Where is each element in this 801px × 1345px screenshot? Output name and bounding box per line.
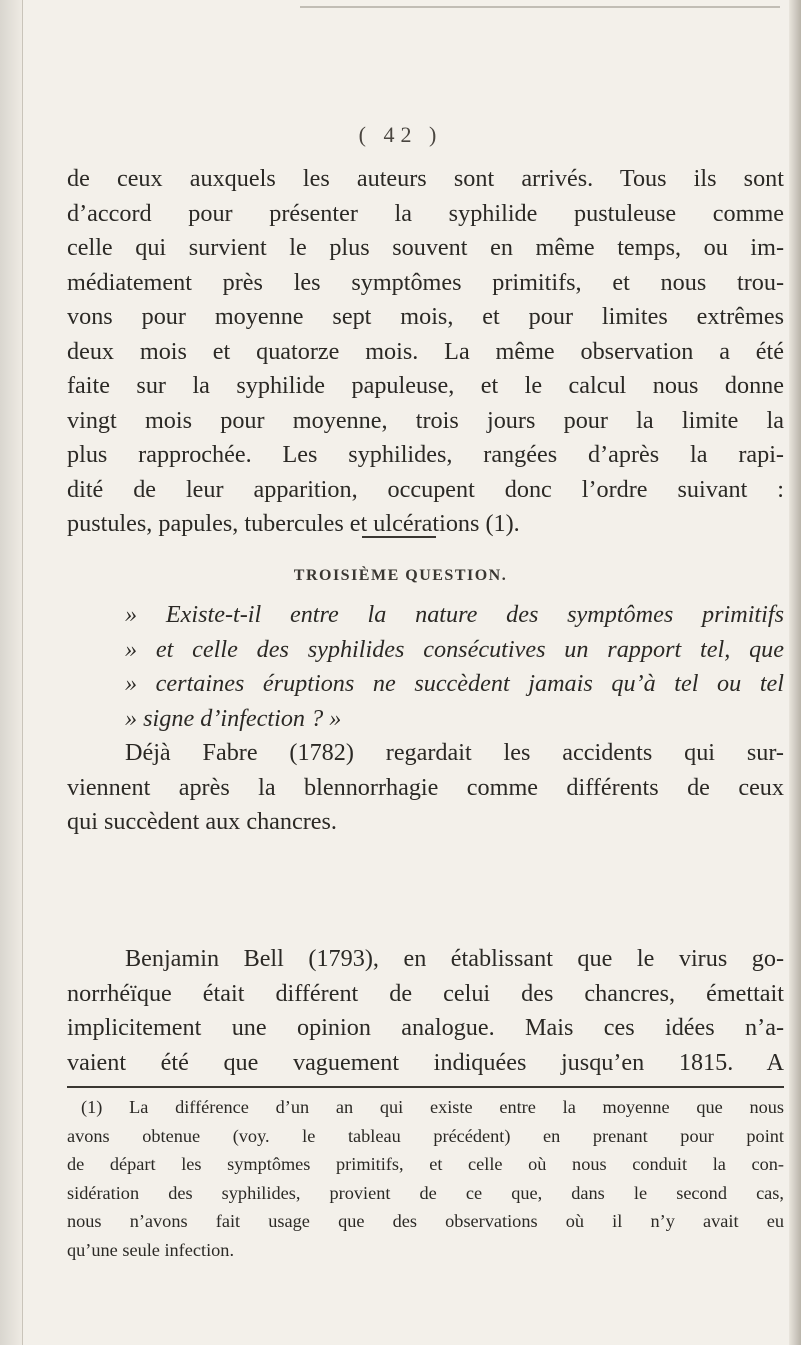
- text-line: Déjà Fabre (1782) regardait les accidents qui sur-: [125, 739, 784, 766]
- text-line: qui succèdent aux chancres.: [67, 808, 337, 835]
- section-heading: TROISIÈME QUESTION.: [293, 567, 508, 584]
- question-line: » certaines éruptions ne succèdent jamais qu’à tel ou tel: [125, 670, 784, 697]
- text-line: de ceux auxquels les auteurs sont arrivés. Tous ils sont: [67, 165, 784, 192]
- paragraph-3: [67, 942, 784, 1080]
- text-line: médiatement près les symptômes primitifs, et nous trou-: [67, 268, 784, 296]
- text-line: Benjamin Bell (1793), en établissant que le virus go-: [125, 945, 784, 972]
- text-line: vaient été que vaguement indiquées jusqu’en 1815. A: [67, 1048, 784, 1076]
- footnote-line: avons obtenue (voy. le tableau précédent) en prenant pour point: [67, 1125, 784, 1146]
- question-line: » et celle des syphilides consécutives un rapport tel, que: [125, 635, 784, 663]
- footnote: [67, 1093, 784, 1264]
- book-gutter: [0, 0, 23, 1345]
- text-line: celle qui survient le plus souvent en même temps, ou im-: [67, 234, 784, 261]
- section-separator: [362, 536, 436, 538]
- text-line: deux mois et quatorze mois. La même observation a été: [67, 337, 784, 365]
- paragraph-1: [67, 162, 784, 542]
- footnote-line: de départ les symptômes primitifs, et celle où nous conduit la con-: [67, 1154, 784, 1174]
- text-line: viennent après la blennorrhagie comme différents de ceux: [67, 773, 784, 801]
- page-number: ( 42 ): [358, 122, 443, 147]
- text-line: pustules, papules, tubercules et ulcérations (1).: [67, 510, 520, 537]
- text-line: norrhéïque était différent de celui des chancres, émettait: [67, 979, 784, 1007]
- text-line: plus rapprochée. Les syphilides, rangées d’après la rapi-: [67, 441, 784, 468]
- footnote-rule: [67, 1086, 784, 1088]
- footnote-line: (1) La différence d’un an qui existe entre la moyenne que nous: [81, 1097, 784, 1117]
- top-border: [300, 0, 780, 8]
- text-line: d’accord pour présenter la syphilide pustuleuse comme: [67, 199, 784, 227]
- text-line: vingt mois pour moyenne, trois jours pour la limite la: [67, 406, 784, 434]
- question-line: » Existe-t-il entre la nature des symptômes primitifs: [125, 601, 784, 628]
- text-line: faite sur la syphilide papuleuse, et le calcul nous donne: [67, 372, 784, 399]
- footnote-line: nous n’avons fait usage que des observations où il n’y avait eu: [67, 1211, 784, 1231]
- paragraph-2: [67, 736, 784, 840]
- question-line: » signe d’infection ? »: [125, 704, 342, 732]
- text-line: implicitement une opinion analogue. Mais ces idées n’a-: [67, 1014, 784, 1041]
- question-block: [67, 598, 784, 736]
- footnote-line: qu’une seule infection.: [67, 1239, 235, 1260]
- text-line: vons pour moyenne sept mois, et pour limites extrêmes: [67, 303, 784, 330]
- text-line: dité de leur apparition, occupent donc l’ordre suivant :: [67, 475, 784, 503]
- page-edge: [789, 0, 801, 1345]
- footnote-line: sidération des syphilides, provient de ce que, dans le second cas,: [67, 1182, 784, 1203]
